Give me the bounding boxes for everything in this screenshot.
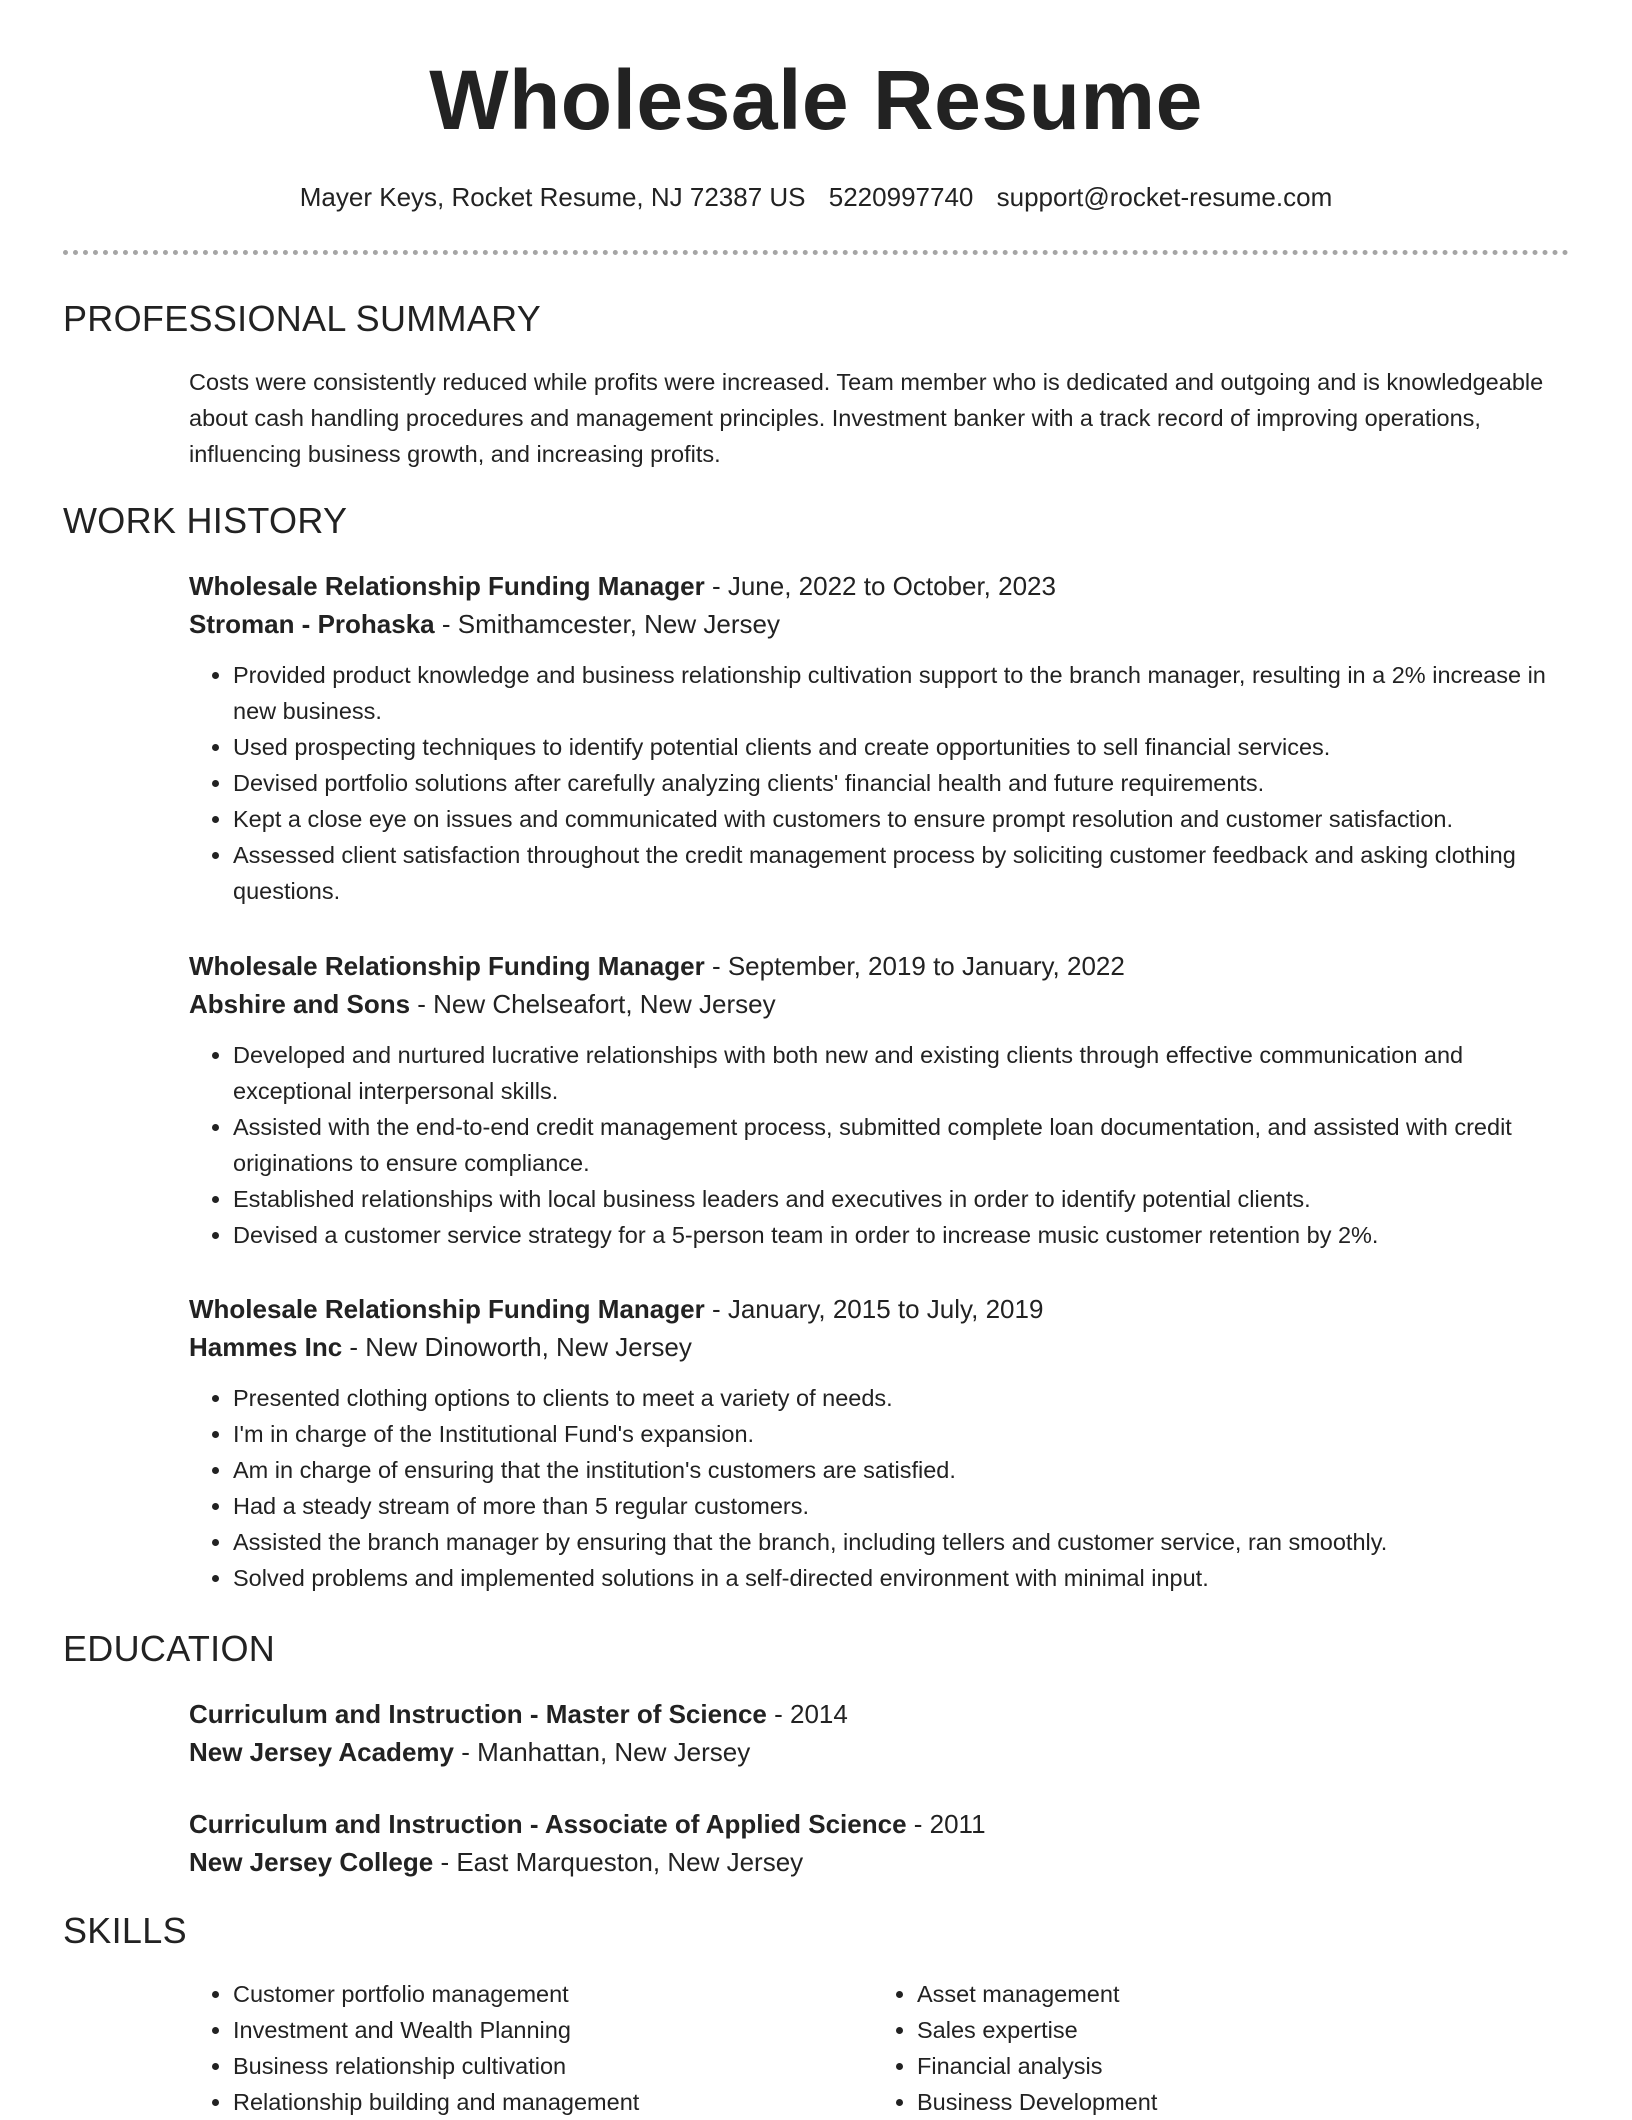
degree-year: - 2011 bbox=[906, 1809, 986, 1839]
job-location: - New Chelseafort, New Jersey bbox=[410, 989, 776, 1019]
skill-item: • Sales expertise bbox=[917, 2012, 1517, 2048]
job-dates: - September, 2019 to January, 2022 bbox=[704, 951, 1125, 981]
skill-item: • Business Development bbox=[917, 2084, 1517, 2120]
job-dates: - June, 2022 to October, 2023 bbox=[704, 571, 1056, 601]
contact-email: support@rocket-resume.com bbox=[996, 182, 1333, 212]
summary-text: Costs were consistently reduced while profits were increased. Team member who is dedicated and outgoing and is knowledgeable about cash handling procedures and management principles. Investment banker with a track record of improving operations, influencing business growth, and increasing profits. bbox=[189, 369, 1544, 467]
job-entry bbox=[189, 947, 1549, 1253]
education-entry bbox=[189, 1805, 1549, 1881]
job-bullet: • Am in charge of ensuring that the institution's customers are satisfied. bbox=[233, 1452, 1549, 1488]
job-role: Wholesale Relationship Funding Manager bbox=[189, 1294, 705, 1324]
job-company-line bbox=[189, 605, 1549, 643]
job-bullet: • Used prospecting techniques to identify potential clients and create opportunities to sell financial services. bbox=[233, 729, 1549, 765]
contact-phone: 5220997740 bbox=[828, 182, 974, 212]
school-line bbox=[189, 1843, 1549, 1881]
work-history-heading: WORK HISTORY bbox=[63, 500, 348, 541]
job-bullet: • Devised a customer service strategy for a 5-person team in order to increase music customer retention by 2%. bbox=[233, 1217, 1549, 1253]
degree-line bbox=[189, 1805, 1549, 1843]
contact-address: Mayer Keys, Rocket Resume, NJ 72387 US bbox=[299, 182, 806, 212]
school: New Jersey Academy bbox=[189, 1737, 454, 1767]
job-bullet: • Developed and nurtured lucrative relationships with both new and existing clients through effective communication and exceptional interpersonal skills. bbox=[233, 1037, 1549, 1109]
job-title-line bbox=[189, 567, 1549, 605]
job-dates: - January, 2015 to July, 2019 bbox=[704, 1294, 1044, 1324]
skill-item: • Relationship building and management bbox=[233, 2084, 873, 2120]
degree-year: - 2014 bbox=[766, 1699, 848, 1729]
job-company-line bbox=[189, 985, 1549, 1023]
summary-heading: PROFESSIONAL SUMMARY bbox=[63, 298, 542, 339]
header-divider bbox=[63, 250, 1569, 255]
job-company: Abshire and Sons bbox=[189, 989, 411, 1019]
job-bullet: • Solved problems and implemented solutions in a self-directed environment with minimal input. bbox=[233, 1560, 1549, 1596]
job-bullets bbox=[189, 657, 1549, 909]
job-bullet: • Kept a close eye on issues and communicated with customers to ensure prompt resolution and customer satisfaction. bbox=[233, 801, 1549, 837]
skill-item: • Business relationship cultivation bbox=[233, 2048, 873, 2084]
job-bullet: • Assisted with the end-to-end credit management process, submitted complete loan documentation, and assisted with credit originations to ensure compliance. bbox=[233, 1109, 1549, 1181]
job-company: Stroman - Prohaska bbox=[189, 609, 435, 639]
job-role: Wholesale Relationship Funding Manager bbox=[189, 571, 705, 601]
skills-heading: SKILLS bbox=[63, 1910, 187, 1951]
degree: Curriculum and Instruction - Associate of Applied Science bbox=[189, 1809, 907, 1839]
job-title-line bbox=[189, 1290, 1549, 1328]
job-bullet: • Provided product knowledge and business relationship cultivation support to the branch manager, resulting in a 2% increase in new business. bbox=[233, 657, 1549, 729]
skill-item: • Asset management bbox=[917, 1976, 1517, 2012]
degree: Curriculum and Instruction - Master of Science bbox=[189, 1699, 767, 1729]
school: New Jersey College bbox=[189, 1847, 434, 1877]
job-company: Hammes Inc bbox=[189, 1332, 343, 1362]
job-entry bbox=[189, 567, 1549, 909]
job-company-line bbox=[189, 1328, 1549, 1366]
degree-line bbox=[189, 1695, 1549, 1733]
skills-column-right bbox=[873, 1976, 1517, 2120]
job-bullet: • Devised portfolio solutions after carefully analyzing clients' financial health and future requirements. bbox=[233, 765, 1549, 801]
job-location: - Smithamcester, New Jersey bbox=[434, 609, 780, 639]
job-bullets bbox=[189, 1037, 1549, 1253]
skill-item: • Customer portfolio management bbox=[233, 1976, 873, 2012]
job-role: Wholesale Relationship Funding Manager bbox=[189, 951, 705, 981]
school-location: - Manhattan, New Jersey bbox=[453, 1737, 751, 1767]
contact-line bbox=[0, 182, 1632, 213]
resume-title: Wholesale Resume bbox=[429, 53, 1203, 147]
job-title-line bbox=[189, 947, 1549, 985]
skills-column-left bbox=[189, 1976, 873, 2120]
job-bullet: • Presented clothing options to clients to meet a variety of needs. bbox=[233, 1380, 1549, 1416]
job-bullet: • Established relationships with local business leaders and executives in order to identify potential clients. bbox=[233, 1181, 1549, 1217]
school-line bbox=[189, 1733, 1549, 1771]
job-bullets bbox=[189, 1380, 1549, 1596]
job-location: - New Dinoworth, New Jersey bbox=[342, 1332, 692, 1362]
skill-item: • Financial analysis bbox=[917, 2048, 1517, 2084]
skills-list bbox=[189, 1976, 1589, 2120]
education-entry bbox=[189, 1695, 1549, 1771]
school-location: - East Marqueston, New Jersey bbox=[433, 1847, 804, 1877]
job-entry bbox=[189, 1290, 1549, 1596]
job-bullet: • Assisted the branch manager by ensuring that the branch, including tellers and customer service, ran smoothly. bbox=[233, 1524, 1549, 1560]
job-bullet: • Had a steady stream of more than 5 regular customers. bbox=[233, 1488, 1549, 1524]
skill-item: • Investment and Wealth Planning bbox=[233, 2012, 873, 2048]
job-bullet: • Assessed client satisfaction throughout the credit management process by soliciting customer feedback and asking clothing questions. bbox=[233, 837, 1549, 909]
summary-section bbox=[189, 364, 1549, 472]
job-bullet: • I'm in charge of the Institutional Fund's expansion. bbox=[233, 1416, 1549, 1452]
education-heading: EDUCATION bbox=[63, 1628, 276, 1669]
